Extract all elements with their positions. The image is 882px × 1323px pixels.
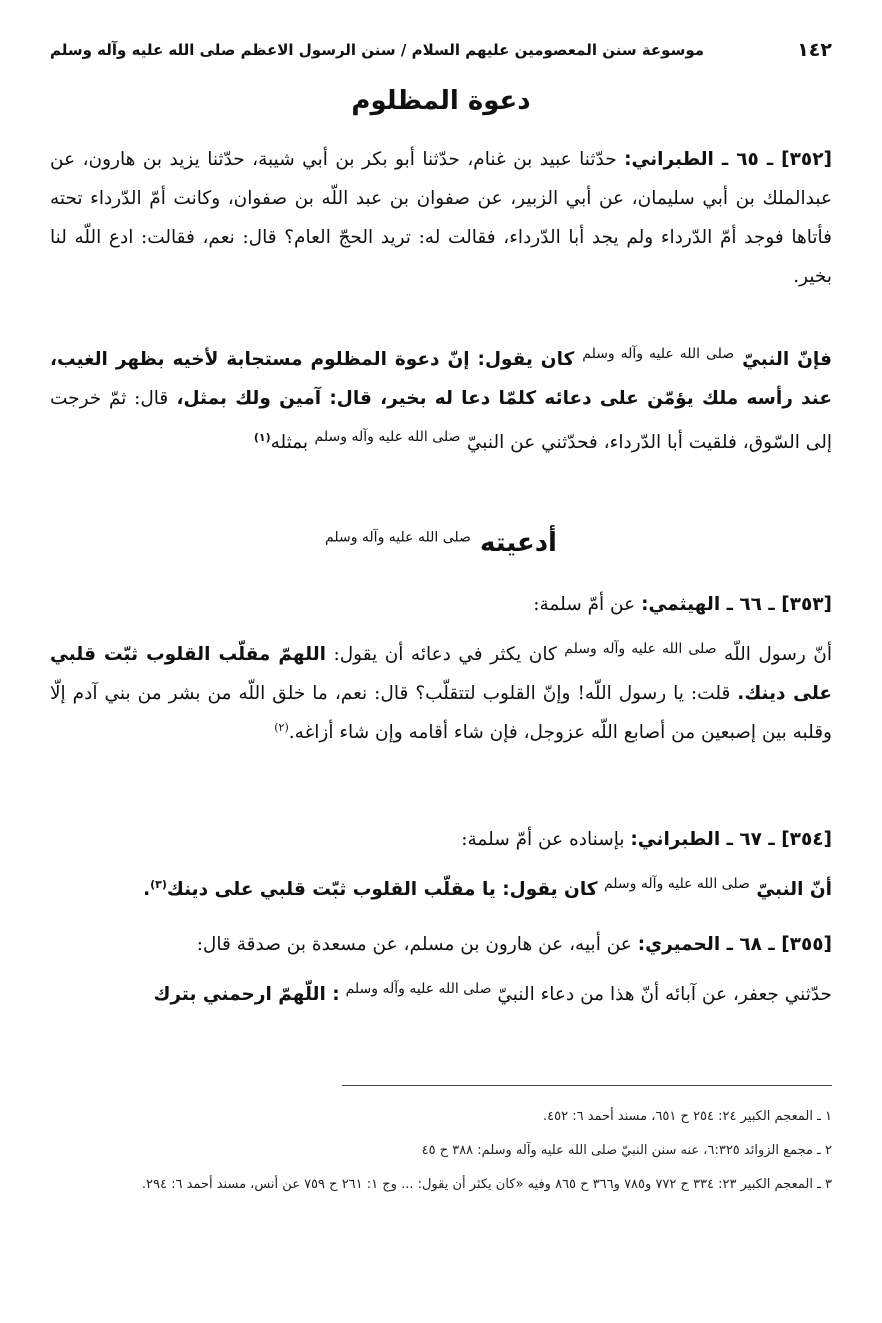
entry-label: [٣٥٥] ـ ٦٨ ـ الحميري: bbox=[637, 934, 832, 955]
section-heading-text: دعوة المظلوم bbox=[351, 86, 531, 116]
hadith-355 bbox=[50, 970, 832, 1014]
running-title: موسوعة سنن المعصومين عليهم السلام / سنن الرسول الاعظم صلى الله عليه وآله وسلم bbox=[50, 41, 705, 59]
page-number: ١٤٢ bbox=[797, 39, 832, 61]
hadith-tail-end: بمثله bbox=[270, 432, 309, 454]
footnote-ref-3[interactable]: (٣) bbox=[150, 878, 167, 891]
hadith-lead: حدّثني جعفر، عن آبائه أنّ هذا من دعاء النبيّ bbox=[497, 984, 832, 1006]
entry-355 bbox=[50, 925, 832, 964]
footnote-3: ٣ ـ المعجم الكبير ٢٣: ٣٣٤ ح ٧٧٢ و٧٨٥ و٣٦٦ ح ٨٦٥ وفيه «كان يكثر أن يقول: ... وج ١: ٢٦١ ح ٧٥٩ عن أنس، مسند أحمد ٦: ٢٩٤. bbox=[141, 1177, 832, 1192]
honorific-mark: صلى الله عليه وآله وسلم bbox=[582, 346, 735, 362]
honorific-mark: صلى الله عليه وآله وسلم bbox=[564, 641, 717, 657]
entry-354 bbox=[50, 820, 832, 859]
footnote-divider bbox=[342, 1085, 832, 1086]
hadith-352 bbox=[50, 335, 832, 462]
hadith-354: أنّ النبيّ $^{صلى الله عليه وآله وسلم}$ كان يقول: يا مقلّب القلوب ثبّت قلبي على دينك$^{(٣)}$. bbox=[143, 876, 832, 901]
footnote-ref-2[interactable]: (٢) bbox=[274, 721, 289, 734]
hadith-text: كان يقول: إنّ دعوة المظلوم مستجابة لأخيه بظهر الغيب، عند رأسه ملك يؤمّن على دعائه كلمّا دعا له بخير، قال: آمين ولك بمثل، bbox=[50, 349, 832, 410]
running-header bbox=[50, 34, 832, 66]
hadith-tail: قال: ثمّ خرجت إلى السّوق، فلقيت أبا الدّرداء، فحدّثني عن النبيّ bbox=[50, 388, 832, 454]
hadith-text: كان يكثر في دعائه أن يقول: bbox=[333, 644, 557, 666]
entry-352 bbox=[50, 140, 832, 296]
hadith-quote: اللهمّ مقلّب القلوب ثبّت قلبي على دينك. bbox=[50, 644, 833, 705]
footnote-2: ٢ ـ مجمع الزوائد ٦:٣٢٥، عنه سنن النبيّ صلى الله عليه وآله وسلم: ٣٨٨ ح ٤٥ bbox=[421, 1143, 832, 1158]
footnote-1: ١ ـ المعجم الكبير ٢٤: ٢٥٤ ح ٦٥١، مسند أحمد ٦: ٤٥٢. bbox=[542, 1109, 832, 1124]
entry-label: [٣٥٤] ـ ٦٧ ـ الطبراني: bbox=[630, 829, 832, 850]
entry-label: [٣٥٣] ـ ٦٦ ـ الهيثمي: bbox=[641, 594, 832, 615]
honorific-mark: صلى الله عليه وآله وسلم bbox=[314, 429, 461, 446]
entry-label: [٣٥٢] ـ ٦٥ ـ الطبراني: bbox=[624, 149, 832, 170]
entry-text: بإسناده عن أمّ سلمة: bbox=[461, 829, 625, 850]
hadith-lead: أنّ رسول اللّه bbox=[724, 644, 832, 666]
entry-353 bbox=[50, 585, 832, 624]
hadith-lead: أنّ النبيّ bbox=[756, 879, 832, 901]
entry-text: عن أمّ سلمة: bbox=[533, 594, 636, 615]
hadith-353 bbox=[50, 630, 832, 752]
section-heading-text: أدعيته bbox=[479, 528, 557, 558]
entry-text: عن أبيه، عن هارون بن مسلم، عن مسعدة بن صدقة قال: bbox=[196, 934, 632, 955]
hadith-text: كان يقول: يا مقلّب القلوب ثبّت قلبي على دينك bbox=[166, 879, 598, 901]
hadith-rest: قلت: يا رسول اللّه! وإنّ القلوب لتتقلّب؟ قال: نعم، ما خلق اللّه من بشر من بني آدم إلّا وقلبه بين إصبعين من أصابع اللّه عزوجل، فإن شاء أقامه وإن شاء أزاغه. bbox=[50, 683, 832, 744]
honorific-mark: صلى الله عليه وآله وسلم bbox=[345, 981, 492, 997]
footnote-ref-1[interactable]: (١) bbox=[253, 431, 271, 445]
entry-text: حدّثنا عبيد بن غنام، حدّثنا أبو بكر بن أبي شيبة، حدّثنا يزيد بن هارون، عن عبدالملك بن أبي سليمان، عن أبي الزبير، عن صفوان بن عبد اللّه بن صفوان، وكانت أمّ الدّرداء تحته فأتاها فوجد أمّ الدّرداء ولم يجد أبا الدّرداء، فقالت له: تريد الحجّ العام؟ قال: نعم، فقالت: ادع اللّه لنا بخير. bbox=[50, 149, 832, 287]
footnotes bbox=[50, 1100, 832, 1202]
honorific-mark: صلى الله عليه وآله وسلم bbox=[603, 876, 750, 892]
section-heading-supplications bbox=[50, 528, 832, 558]
section-heading-oppressed-prayer bbox=[50, 86, 832, 116]
honorific-mark: صلى الله عليه وآله وسلم bbox=[325, 529, 471, 546]
hadith-quote: : اللّهمّ ارحمني بترك bbox=[153, 984, 340, 1006]
hadith-lead: فإنّ النبيّ bbox=[742, 349, 832, 371]
